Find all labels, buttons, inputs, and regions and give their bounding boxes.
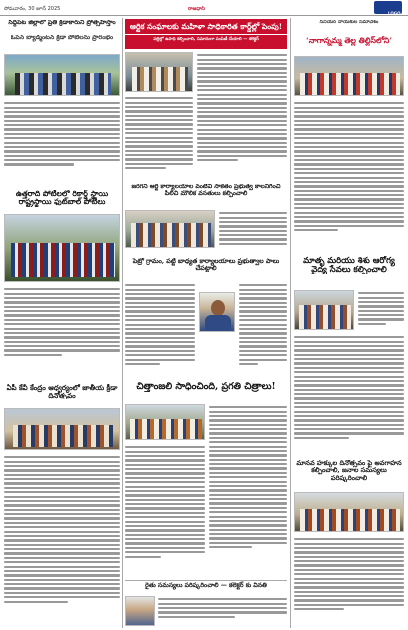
col2-headline-low: పెట్రో గ్రామం, పట్టి బాధ్యత కార్యాలయాలు ప్రభుత్వాల పాలు చేపట్టాలి bbox=[132, 258, 280, 273]
rally-photo bbox=[294, 56, 404, 96]
portrait-photo bbox=[199, 292, 235, 332]
event-photo-2 bbox=[125, 404, 205, 440]
awareness-photo bbox=[294, 492, 404, 532]
meeting-photo bbox=[125, 52, 193, 92]
col3-article-top bbox=[294, 100, 404, 252]
portrait-photo-2 bbox=[125, 596, 155, 626]
office-photo bbox=[125, 210, 215, 248]
masthead-title: రాజధాని bbox=[188, 6, 205, 12]
col1-headline-top-sub: ఓపెన్‌ బ్యాడ్మింటన్‌ క్రీడా పోటీలను ప్రారంభం bbox=[10, 35, 114, 41]
col3-headline-low: మానవ హక్కుల దినోత్సవం పై అవగాహన కల్పించాలి, జనాల సమస్యలు పరిష్కరించాలి bbox=[296, 460, 402, 482]
col2-headline-mid: జరగని ఆర్టీ కార్యాలయాల వంటివి సాకేతం ప్రభుత్వ కాలనీగించి పిలిచి మౌలిక వసతులు కల్పించాలి bbox=[131, 184, 281, 197]
col2-article-mid bbox=[219, 210, 287, 254]
col1-article-body-3 bbox=[4, 454, 120, 624]
football-team-photo bbox=[4, 214, 120, 282]
col3-article-mid-side bbox=[358, 290, 404, 330]
column-divider bbox=[290, 18, 291, 628]
event-photo bbox=[4, 408, 120, 450]
header-date: సోమవారం, 30 జూన్ 2025 bbox=[4, 6, 61, 12]
col3-article-mid bbox=[294, 334, 404, 456]
col2-article-low-right bbox=[239, 282, 287, 378]
col3-headline-top: సీనియర్ నాయకుల సమావేశం bbox=[319, 20, 379, 25]
col2-article-right bbox=[197, 52, 287, 181]
col2-headline-bottom: రైతు సమస్యలు పరిష్కరించాలి — కలెక్టర్‌ కు వినతి bbox=[125, 580, 287, 590]
col2-article-big-right bbox=[209, 404, 287, 578]
clinic-photo bbox=[294, 290, 354, 330]
col2-banner-sub: పల్లెల్లో ఉపాధి కల్పించాలి, సమానంగా పంపిణీ చేయాలి — కలెక్టర్‌ bbox=[125, 35, 287, 49]
col1-headline-low: ఏపీ కేవీ కేంద్రం ఆధ్వర్యంలో జాతీయ క్రీడా దినోత్సవం bbox=[6, 384, 118, 400]
col1-headline-top: సిద్దిపేట జిల్లాలో ప్రతి క్రీడాకారుని ప్రోత్సహిస్తాం bbox=[8, 20, 116, 26]
col2-headline-big: చిత్తాంజలి సాధించింది, ప్రగతి చిత్రాలు! bbox=[136, 382, 276, 392]
sports-group-photo bbox=[4, 54, 120, 96]
col3-headline-mid: మాతృ మరియు శిశు ఆరోగ్య వైద్య సేవలు కల్పించాలి bbox=[303, 256, 395, 275]
col2-article-big-left bbox=[125, 444, 205, 578]
column-divider bbox=[122, 18, 123, 628]
col2-article-low-left bbox=[125, 282, 195, 378]
col2-article-left bbox=[125, 95, 193, 181]
newspaper-logo: LOGO bbox=[374, 1, 402, 14]
page-header bbox=[0, 0, 408, 16]
col3-article-low bbox=[294, 536, 404, 626]
col2-article-bottom bbox=[158, 596, 287, 626]
col1-headline-mid: ఉత్తరాది పోటీలలో రికార్డ్‌ స్థాయి రాష్ట్రస్థాయి ఫుట్‌బాల్‌ పోటీలు bbox=[15, 190, 109, 207]
col1-article-body-2 bbox=[4, 286, 120, 384]
col2-banner-headline: ఆర్టిక సంఘాలకు మహిళా సాధికారిత కార్డ్‌ల్లో పెంపు! bbox=[125, 19, 287, 34]
col1-article-body bbox=[4, 100, 120, 190]
col3-headline-top-2: ‘నాగాన్నమ్మ తెల్ల తిల్లిస్‌లోని’ bbox=[306, 36, 392, 45]
